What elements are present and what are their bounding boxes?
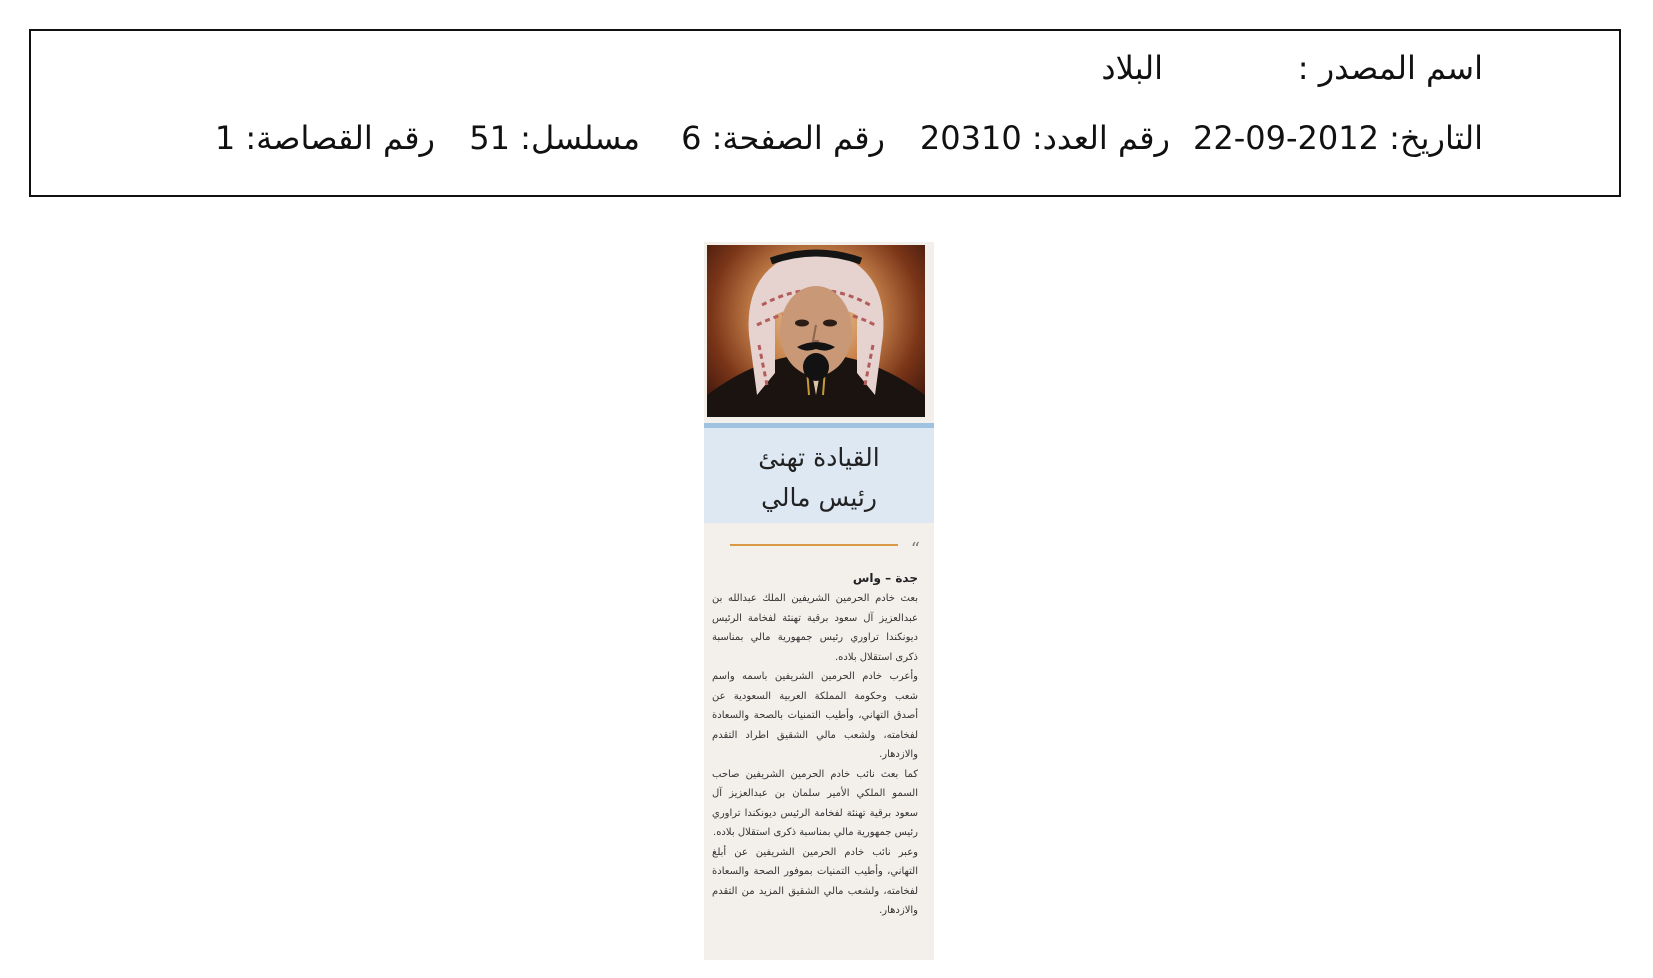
divider-rule	[730, 544, 898, 546]
page-label: رقم الصفحة:	[711, 119, 885, 157]
serial-value: 51	[469, 119, 510, 157]
article-paragraph: وأعرب خادم الحرمين الشريفين باسمه واسم شعب وحكومة المملكة العربية السعودية عن أصدق التهاني، وأطيب التمنيات بالصحة والسعادة لفخامته، ولشعب مالي الشقيق اطراد التقدم والازدهار.	[712, 671, 918, 760]
source-value: البلاد	[1101, 49, 1163, 87]
article-headline	[704, 438, 934, 518]
article-paragraph: كما بعث نائب خادم الحرمين الشريفين صاحب السمو الملكي الأمير سلمان بن عبدالعزيز آل سعود برقية تهنئة لفخامة الرئيس ديونكندا تراوري رئيس جمهورية مالي بمناسبة ذكرى استقلال بلاده.	[712, 768, 918, 838]
article-dateline: جدة – واس	[852, 571, 918, 585]
clipping-value: 1	[214, 119, 236, 157]
article-paragraph: وعبر نائب خادم الحرمين الشريفين عن أبلغ التهاني، وأطيب التمنيات بموفور الصحة والسعادة لفخامته، ولشعب مالي الشقيق المزيد من التقدم والازدهار.	[712, 846, 918, 916]
portrait-illustration	[707, 245, 925, 417]
headline-band	[704, 423, 934, 523]
headline-line-1: القيادة تهنئ	[758, 443, 880, 472]
issue-field	[920, 118, 1170, 158]
article-body	[712, 589, 918, 921]
page-value: 6	[681, 119, 702, 157]
newspaper-clipping	[704, 242, 934, 960]
source-label: اسم المصدر :	[1297, 49, 1483, 87]
page-field	[681, 118, 885, 158]
date-value: 2012-09-22	[1193, 119, 1379, 157]
clipping-field	[215, 118, 435, 158]
serial-label: مسلسل:	[520, 119, 640, 157]
issue-value: 20310	[919, 119, 1022, 157]
article-paragraph: بعث خادم الحرمين الشريفين الملك عبدالله بن عبدالعزيز آل سعود برقية تهنئة لفخامة الرئيس ديونكندا تراوري رئيس جمهورية مالي بمناسبة ذكرى استقلال بلاده.	[712, 593, 918, 663]
clipping-label: رقم القصاصة:	[245, 119, 435, 157]
serial-field	[469, 118, 640, 158]
date-label: التاريخ:	[1389, 119, 1483, 157]
date-field	[1193, 118, 1483, 158]
headline-line-2: رئيس مالي	[761, 483, 877, 512]
quote-mark-icon: “	[910, 539, 920, 560]
issue-label: رقم العدد:	[1031, 119, 1170, 157]
portrait-photo	[707, 245, 925, 417]
